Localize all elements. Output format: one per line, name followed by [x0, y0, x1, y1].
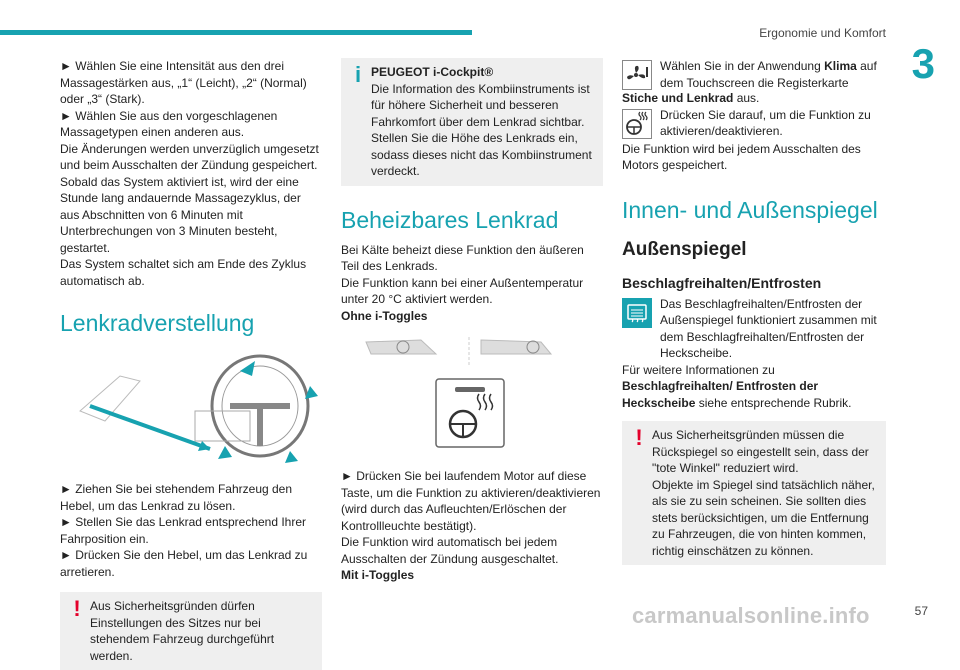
column-2 — [341, 58, 603, 584]
text: Stiche und Lenkrad — [622, 91, 734, 105]
section-title-heated-wheel: Beheizbares Lenkrad — [341, 206, 559, 233]
step: ► Ziehen Sie bei stehendem Fahrzeug den Hebel, um das Lenkrad zu lösen. — [60, 482, 293, 513]
steering-wheel-illustration — [60, 351, 322, 469]
subsubsection-title: Beschlagfreihalten/Entfrosten — [622, 274, 822, 291]
text: Das Beschlagfreihalten/Entfrosten der Außenspiegel funktioniert zusammen mit dem Beschlagfreihalten/Entfrosten der Heckscheibe. — [660, 296, 877, 360]
section-title-mirrors: Innen- und Außenspiegel — [622, 196, 878, 223]
steering-adjust-illustration — [60, 351, 322, 469]
warning-text: Objekte im Spiegel sind tatsächlich näher, als sie zu sein scheinen. Sie sollten dies stets berücksichtigen, um die Entfernung zu Fahrzeugen, die von hinten kommen, richtig einschätzen zu können. — [652, 477, 875, 558]
header-accent-bar — [0, 30, 472, 35]
paragraph: Die Funktion wird automatisch bei jedem Ausschalten der Zündung ausgeschaltet. — [341, 535, 559, 566]
page-number: 57 — [914, 604, 928, 618]
warning-text: Aus Sicherheitsgründen müssen die Rückspiegel so eingestellt sein, dass der "tote Winkel" reduziert wird. — [652, 428, 869, 475]
heated-wheel-row — [622, 107, 886, 141]
info-text: Die Information des Kombiinstruments ist für höhere Sicherheit und besseren Fahrkomfort über dem Lenkrad sichtbar. — [371, 81, 590, 129]
section-title-lenkrad: Lenkradverstellung — [60, 310, 255, 336]
warning-text: Aus Sicherheitsgründen dürfen Einstellungen des Sitzes nur bei stehendem Fahrzeug durchgeführt werden. — [90, 599, 275, 663]
defrost-row — [622, 296, 886, 362]
steering-controls-illustration — [341, 332, 603, 462]
subsection-title: Außenspiegel — [622, 238, 747, 260]
paragraph: Das System schaltet sich am Ende des Zyklus automatisch ab. — [60, 257, 307, 288]
label-without-itoggles: Ohne i-Toggles — [341, 308, 428, 323]
step: ► Drücken Sie bei laufendem Motor auf diese Taste, um die Funktion zu aktivieren/deaktivieren (wird durch das Aufleuchten/Erlöschen der Kontrollleuchte bestätigt). — [341, 469, 601, 533]
info-title: PEUGEOT i-Cockpit® — [371, 65, 494, 79]
paragraph: ► Wählen Sie eine Intensität aus den drei Massagestärken aus, „1“ (Leicht), „2“ (Normal) oder „3“ (Stark). — [60, 59, 307, 106]
warning-box — [622, 421, 886, 565]
label-with-itoggles: Mit i-Toggles — [341, 568, 415, 582]
paragraph: Die Funktion wird bei jedem Ausschalten des Motors gespeichert. — [622, 141, 861, 172]
text: siehe entsprechende Rubrik. — [695, 395, 852, 410]
warning-icon: ! — [635, 425, 643, 450]
text: aus. — [733, 91, 760, 105]
heated-steering-wheel-icon — [622, 109, 652, 139]
step: ► Drücken Sie den Hebel, um das Lenkrad zu arretieren. — [60, 548, 308, 579]
watermark-url: carmanualsonline.info — [632, 603, 870, 628]
text: auf dem Touchscreen die Registerkarte — [660, 59, 877, 90]
chapter-number: 3 — [911, 40, 935, 87]
column-3 — [622, 58, 886, 565]
text: Wählen Sie in der Anwendung — [660, 59, 825, 73]
warning-box — [60, 592, 322, 670]
text: Für weitere Informationen zu — [622, 362, 775, 377]
console-illustration — [341, 332, 603, 462]
step: ► Stellen Sie das Lenkrad entsprechend Ihrer Fahrposition ein. — [60, 515, 307, 546]
paragraph: Die Funktion kann bei einer Außentemperatur unter 20 °C aktiviert werden. — [341, 275, 584, 306]
paragraph: Die Änderungen werden unverzüglich umgesetzt und beim Ausschalten der Zündung gespeichert. — [60, 141, 319, 172]
info-text: Stellen Sie die Höhe des Lenkrads ein, sodass dieses nicht das Kombiinstrument verdeckt. — [371, 131, 592, 178]
paragraph: Sobald das System aktiviert ist, wird der eine Stunde lang andauernde Massagezyklus, der aus Abschnitten von 6 Minuten mit Unterbrechungen von 3 Minuten besteht, gestartet. — [60, 174, 301, 255]
info-icon: i — [354, 62, 362, 87]
warning-icon: ! — [73, 596, 81, 621]
text: Drücken Sie darauf, um die Funktion zu aktivieren/deaktivieren. — [660, 107, 871, 138]
info-box — [341, 58, 603, 186]
column-1 — [60, 58, 322, 670]
paragraph: Bei Kälte beheizt diese Funktion den äußeren Teil des Lenkrads. — [341, 242, 584, 273]
rear-defrost-icon — [622, 298, 652, 328]
fan-icon — [622, 60, 652, 90]
text: Klima — [824, 59, 857, 73]
chapter-title: Ergonomie und Komfort — [759, 26, 886, 40]
paragraph: ► Wählen Sie aus den vorgeschlagenen Massagetypen einen anderen aus. — [60, 108, 278, 139]
climate-row — [622, 58, 886, 92]
text: Beschlagfreihalten/ Entfrosten der Heckscheibe — [622, 379, 819, 410]
